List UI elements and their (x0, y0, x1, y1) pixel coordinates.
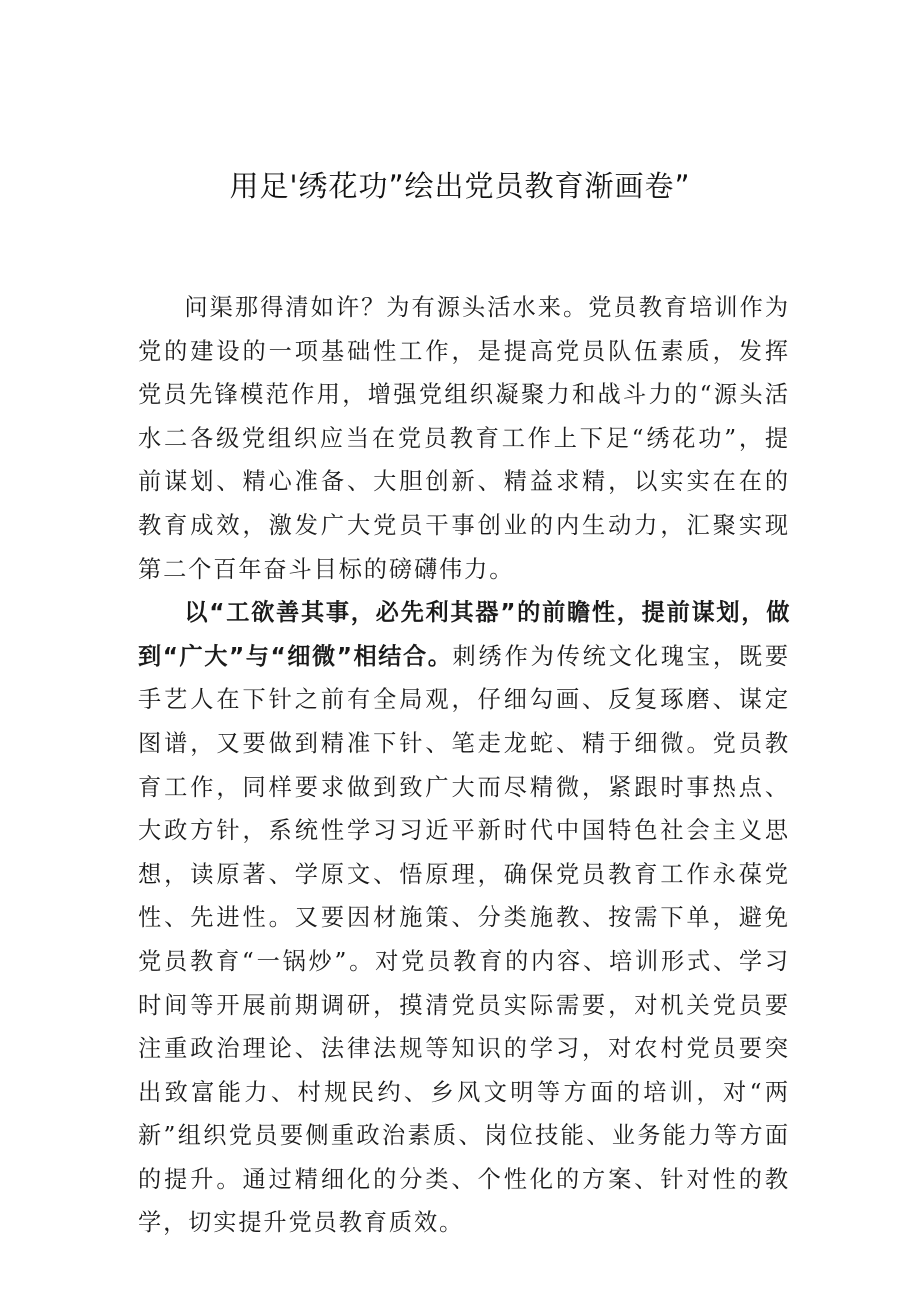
paragraph-intro-text: 问渠那得清如许？为有源头活水来。党员教育培训作为党的建设的一项基础性工作，是提高党员队伍素质，发挥党员先锋模范作用，增强党组织凝聚力和战斗力的“源头活水二各级党组织应当在党员教育工作上下足“绣花功”，提前谋划、精心准备、大胆创新、精益求精，以实实在在的教育成效，激发广大党员干事创业的内生动力，汇聚实现第二个百年奋斗目标的磅礴伟力。 (138, 294, 790, 583)
paragraph-intro (138, 286, 790, 591)
document-title: 用足'绣花功”绘出党员教育渐画卷” (229, 169, 691, 203)
paragraph-section-1-text: 刺绣作为传统文化瑰宝，既要手艺人在下针之前有全局观，仔细勾画、反复琢磨、谋定图谱，又要做到精准下针、笔走龙蛇、精于细微。党员教育工作，同样要求做到致广大而尽精微，紧跟时事热点、大政方针，系统性学习习近平新时代中国特色社会主义思想，读原著、学原文、悟原理，确保党员教育工作永葆党性、先进性。又要因材施策、分类施教、按需下单，避免党员教育“一锅炒”。对党员教育的内容、培训形式、学习时间等开展前期调研，摸清党员实际需要，对机关党员要注重政治理论、法律法规等知识的学习，对农村党员要突出致富能力、村规民约、乡风文明等方面的培训，对“两新”组织党员要侧重政治素质、岗位技能、业务能力等方面的提升。通过精细化的分类、个性化的方案、针对性的教学，切实提升党员教育质效。 (138, 642, 791, 1237)
section-1-heading: 以“工欲善其事，必先利其器”的前瞻性，提前谋划，做到“广大”与“细微”相结合。 (138, 599, 790, 670)
document-body (138, 286, 790, 1245)
paragraph-section-1 (138, 591, 790, 1245)
